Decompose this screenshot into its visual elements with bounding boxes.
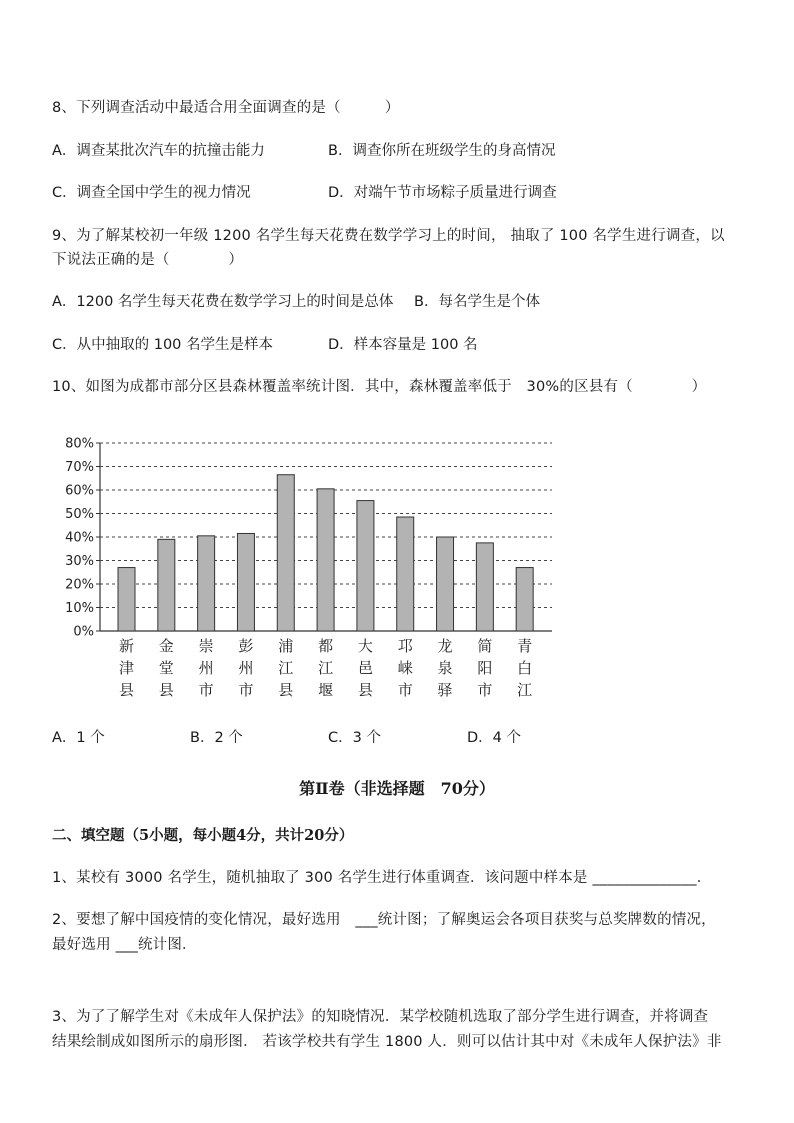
x-tick-label: 江 [517, 681, 533, 699]
bar [437, 537, 454, 631]
x-tick-label: 津 [118, 659, 135, 677]
x-tick-label: 县 [278, 681, 294, 699]
fill-q2-line1: 2、要想了解中国疫情的变化情况，最好选用 ___统计图；了解奥运会各项目获奖与总奖牌数的情况， [52, 912, 716, 928]
bar [118, 568, 135, 631]
chart-x-labels [119, 637, 532, 699]
y-tick-label: 20% [65, 577, 94, 593]
bar [277, 475, 294, 631]
x-tick-label: 泉 [437, 659, 453, 677]
x-tick-label: 县 [118, 681, 135, 699]
x-tick-label: 浦 [278, 637, 294, 655]
q10-option-b: B．2 个 [190, 730, 243, 746]
x-tick-label: 崃 [397, 659, 413, 677]
x-tick-label: 江 [318, 659, 334, 677]
x-tick-label: 崇 [198, 637, 214, 655]
q8-stem: 8、下列调查活动中最适合用全面调查的是（ ） [52, 100, 400, 116]
bar [237, 533, 254, 631]
x-tick-label: 市 [477, 681, 493, 699]
bar [397, 517, 414, 631]
y-tick-label: 40% [65, 530, 94, 546]
x-tick-label: 市 [198, 681, 214, 699]
part2-title: 第Ⅱ卷（非选择题 70分） [299, 779, 495, 798]
x-tick-label: 州 [198, 659, 214, 677]
q10-option-d: D．4 个 [467, 730, 521, 746]
q9-option-d: D．样本容量是 100 名 [328, 337, 478, 353]
y-tick-label: 50% [65, 507, 94, 522]
q9-option-c: C．从中抽取的 100 名学生是样本 [52, 337, 274, 353]
y-tick-label: 80% [65, 436, 94, 452]
bar [516, 568, 533, 631]
fill-q3-line2: 结果绘制成如图所示的扇形图． 若该学校共有学生 1800 人．则可以估计其中对《未成年人保护法》非 [52, 1034, 722, 1050]
q10-stem: 10、如图为成都市部分区县森林覆盖率统计图．其中，森林覆盖率低于 30%的区县有（ ） [52, 379, 707, 395]
x-tick-label: 白 [517, 659, 533, 677]
q9-stem-line2: 下说法正确的是（ ） [52, 252, 244, 268]
x-tick-label: 市 [238, 681, 254, 699]
y-tick-label: 70% [65, 460, 94, 475]
x-tick-label: 江 [278, 659, 294, 677]
q8-option-a: A．调查某批次汽车的抗撞击能力 [52, 143, 265, 159]
fill-q2-line2: 最好选用 ___统计图． [52, 937, 197, 953]
x-tick-label: 县 [357, 681, 373, 699]
x-tick-label: 驿 [437, 681, 453, 699]
x-tick-label: 堂 [158, 659, 174, 677]
x-tick-label: 堰 [318, 681, 334, 699]
x-tick-label: 大 [357, 637, 373, 655]
x-tick-label: 金 [158, 637, 174, 655]
x-tick-label: 简 [477, 637, 493, 655]
x-tick-label: 龙 [437, 637, 453, 655]
x-tick-label: 都 [318, 637, 334, 655]
bar [357, 501, 374, 631]
x-tick-label: 新 [118, 637, 135, 655]
fill-in-section-heading: 二、填空题（5小题，每小题4分，共计20分） [52, 827, 354, 844]
x-tick-label: 邛 [397, 637, 413, 655]
x-tick-label: 阳 [477, 659, 493, 677]
q10-option-c: C．3 个 [328, 730, 381, 746]
q9-option-a: A．1200 名学生每天花费在数学学习上的时间是总体 [52, 294, 394, 310]
x-tick-label: 州 [238, 659, 254, 677]
forest-coverage-bar-chart [56, 430, 576, 700]
q9-option-b: B．每名学生是个体 [414, 294, 540, 310]
q8-option-b: B．调查你所在班级学生的身高情况 [328, 143, 556, 159]
q9-stem-line1: 9、为了解某校初一年级 1200 名学生每天花费在数学学习上的时间， 抽取了 100 名学生进行调查，以 [52, 228, 725, 244]
x-tick-label: 青 [517, 637, 533, 655]
y-tick-label: 60% [65, 483, 94, 499]
y-tick-label: 10% [65, 601, 94, 616]
q10-option-a: A．1 个 [52, 730, 105, 746]
x-tick-label: 县 [158, 681, 174, 699]
q8-option-d: D．对端午节市场粽子质量进行调查 [328, 185, 557, 201]
x-tick-label: 邑 [357, 659, 373, 677]
y-tick-label: 30% [65, 554, 94, 569]
bar [198, 536, 215, 631]
bar [158, 539, 175, 631]
fill-q1: 1、某校有 3000 名学生，随机抽取了 300 名学生进行体重调查．该问题中样本是 ______________． [52, 870, 712, 886]
q8-option-c: C．调查全国中学生的视力情况 [52, 185, 251, 201]
chart-y-ticks [65, 437, 100, 640]
x-tick-label: 彭 [238, 637, 254, 655]
x-tick-label: 市 [397, 681, 413, 699]
y-tick-label: 0% [73, 624, 94, 640]
bar [476, 543, 493, 631]
fill-q3-line1: 3、为了了解学生对《未成年人保护法》的知晓情况．某学校随机选取了部分学生进行调查，并将调查 [52, 1009, 709, 1025]
bar [317, 489, 334, 631]
